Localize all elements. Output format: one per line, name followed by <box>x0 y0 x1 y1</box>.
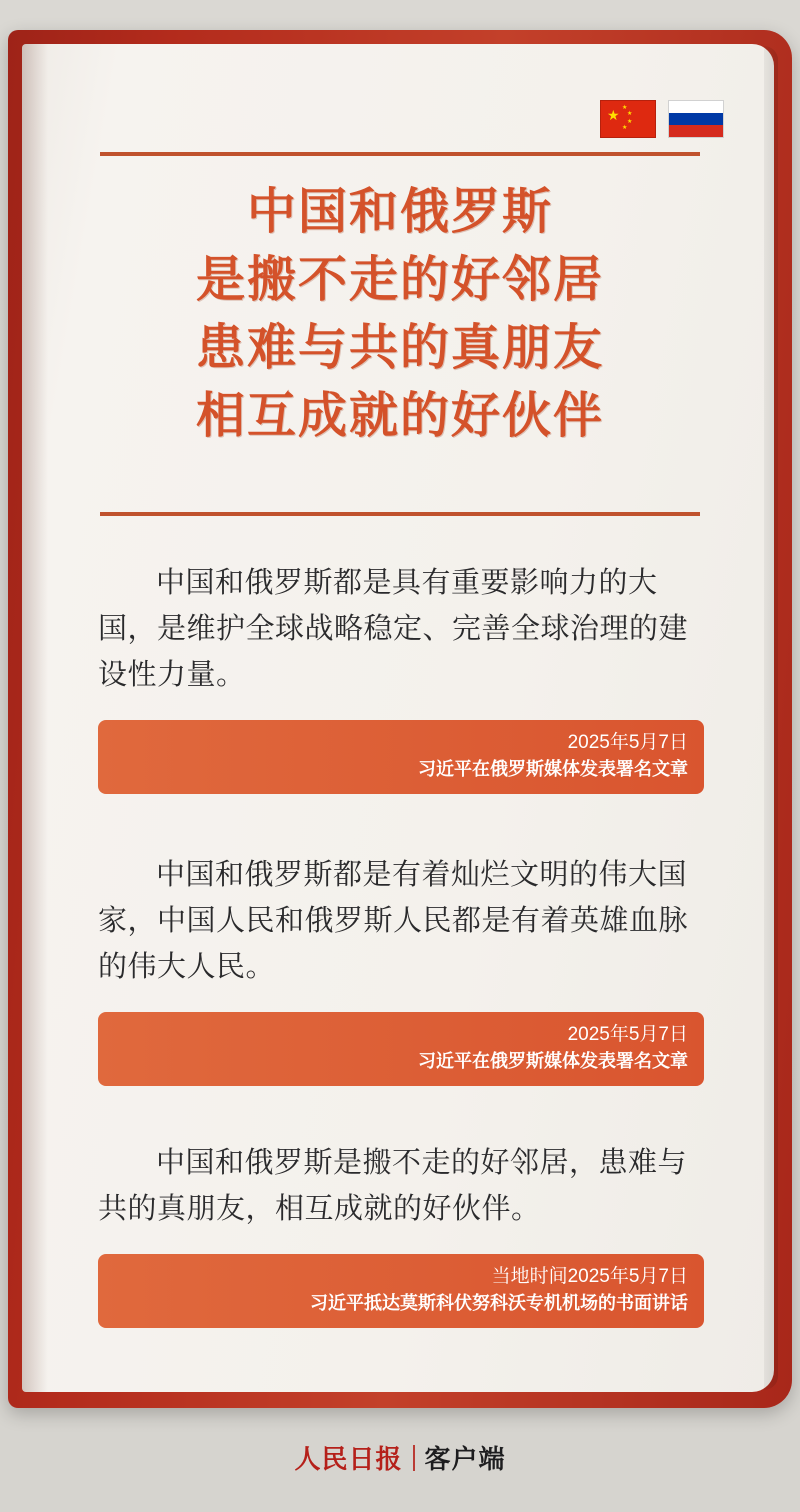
quote-source-badge <box>98 1254 704 1328</box>
title-top-rule <box>100 152 700 156</box>
page-spine-shadow <box>22 44 48 1392</box>
publisher-name: 人民日报 <box>294 1445 403 1474</box>
page-title <box>100 178 700 450</box>
china-flag-small-star: ★ <box>627 119 633 125</box>
client-app-name: 客户端 <box>424 1444 506 1474</box>
russia-flag-icon <box>668 100 724 138</box>
title-line-1: 中国和俄罗斯 <box>246 185 553 239</box>
title-line-2: 是搬不走的好邻居 <box>195 253 604 307</box>
flags-group <box>600 100 724 138</box>
page-edge <box>764 46 778 1390</box>
china-flag-small-star: ★ <box>622 125 628 131</box>
quote-source: 习近平在俄罗斯媒体发表署名文章 <box>418 759 688 779</box>
china-flag-small-star: ★ <box>622 105 628 111</box>
title-line-3: 患难与共的真朋友 <box>195 321 604 375</box>
quote-block <box>98 852 704 1086</box>
quote-block <box>98 1140 704 1328</box>
china-flag-big-star: ★ <box>607 107 620 123</box>
quote-source-badge <box>98 720 704 794</box>
footer-divider <box>413 1445 415 1471</box>
russia-flag-band-white <box>669 101 723 113</box>
russia-flag-band-blue <box>669 113 723 125</box>
china-flag-icon <box>600 100 656 138</box>
quote-text: 中国和俄罗斯都是有着灿烂文明的伟大国家，中国人民和俄罗斯人民都是有着英雄血脉的伟大人民。 <box>98 859 689 983</box>
china-flag-small-star: ★ <box>627 111 633 117</box>
quote-date: 当地时间2025年5月7日 <box>491 1266 688 1287</box>
quote-block <box>98 560 704 794</box>
title-line-4: 相互成就的好伙伴 <box>195 389 604 443</box>
quote-date: 2025年5月7日 <box>567 1024 688 1045</box>
quote-date: 2025年5月7日 <box>567 732 688 753</box>
quote-text: 中国和俄罗斯是搬不走的好邻居，患难与共的真朋友，相互成就的好伙伴。 <box>98 1147 688 1225</box>
quote-source-badge <box>98 1012 704 1086</box>
quote-source: 习近平抵达莫斯科伏努科沃专机机场的书面讲话 <box>310 1293 688 1313</box>
footer-logo <box>0 1439 800 1476</box>
quote-source: 习近平在俄罗斯媒体发表署名文章 <box>418 1051 688 1071</box>
quote-text: 中国和俄罗斯都是具有重要影响力的大国，是维护全球战略稳定、完善全球治理的建设性力量。 <box>98 567 689 691</box>
title-bottom-rule <box>100 512 700 516</box>
russia-flag-band-red <box>669 125 723 137</box>
